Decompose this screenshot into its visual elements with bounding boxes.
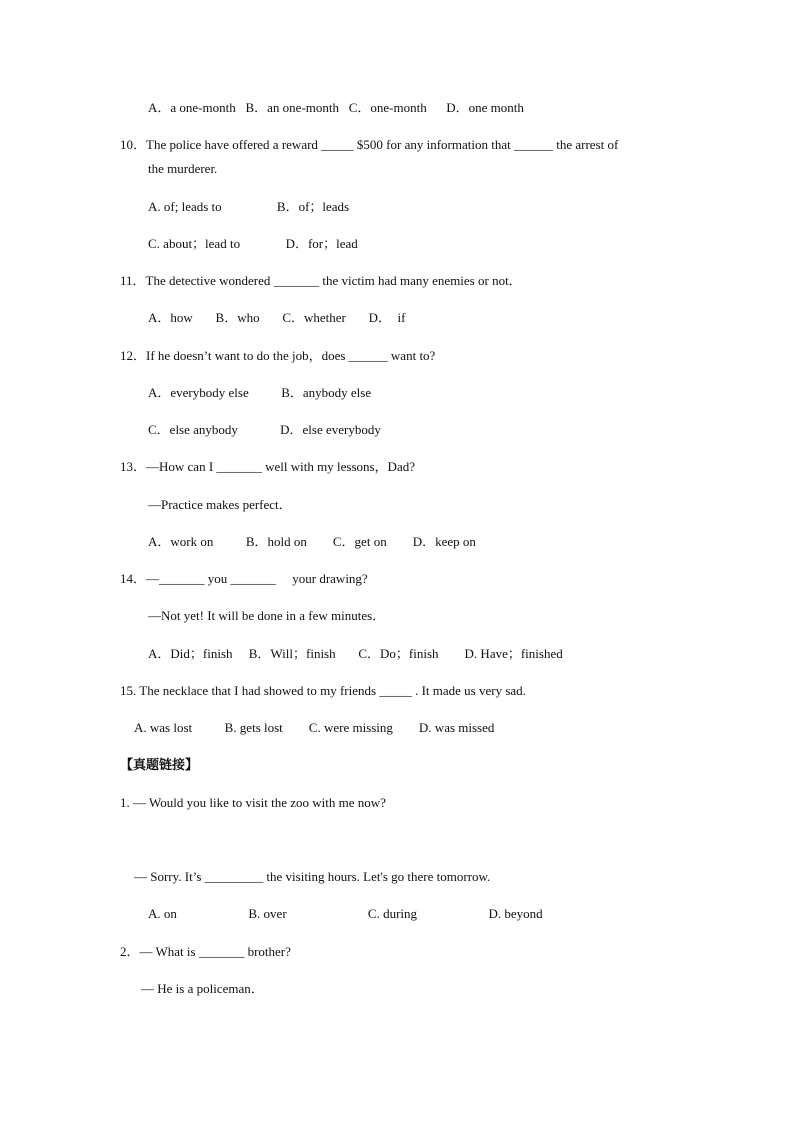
real-q1-options: A. on B. over C. during D. beyond [148,906,543,921]
q12-options-ab: A．everybody else B．anybody else [148,385,372,400]
q10-stem-cont: the murderer. [148,161,218,176]
q12-options-cd: C．else anybody D．else everybody [148,422,381,437]
q13-reply: —Practice makes perfect． [148,497,292,512]
q14-options: A．Did；finish B．Will；finish C．Do；finish D. Have；finished [148,646,563,661]
q15-options: A. was lost B. gets lost C. were missing D. was missed [134,720,495,735]
q15-stem: 15. The necklace that I had showed to my friends _____ . It made us very sad. [120,683,526,698]
real-q2-stem: 2．— What is _______ brother? [120,944,291,959]
q14-reply: —Not yet! It will be done in a few minutes． [148,608,386,623]
q13-options: A．work on B．hold on C．get on D．keep on [148,534,476,549]
real-q1-stem: 1. — Would you like to visit the zoo with me now? [120,795,386,810]
real-q1-reply: — Sorry. It’s _________ the visiting hours. Let's go there tomorrow. [134,869,491,884]
real-q2-reply: — He is a policeman． [141,981,264,996]
q12-stem: 12．If he doesn’t want to do the job，does ______ want to? [120,348,436,363]
q9-options: A．a one-month B．an one-month C．one-month D．one month [148,100,524,115]
q11-stem: 11．The detective wondered _______ the victim had many enemies or not． [120,273,522,288]
q14-stem: 14．—_______ you _______ your drawing? [120,571,368,586]
q10-options-cd: C. about；lead to D．for；lead [148,236,358,251]
q11-options: A．how B．who C．whether D． if [148,310,406,325]
section-heading: 【真题链接】 [120,757,199,772]
q10-options-ab: A. of; leads to B．of；leads [148,199,350,214]
q13-stem: 13．—How can I _______ well with my lessons，Dad? [120,459,415,474]
q10-stem: 10．The police have offered a reward _____ $500 for any information that ______ the arrest of [120,137,619,152]
